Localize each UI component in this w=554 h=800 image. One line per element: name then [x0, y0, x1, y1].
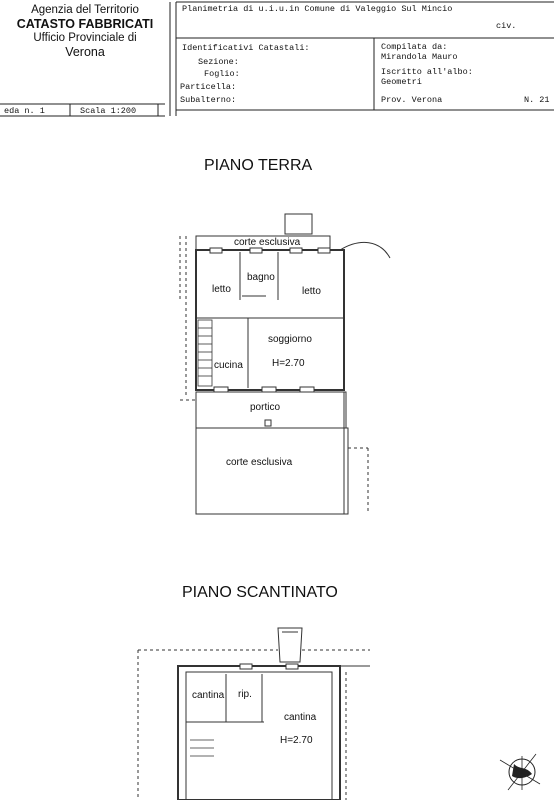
room-letto-left: letto: [212, 284, 231, 295]
basement-plan: [138, 628, 370, 800]
room-cantina-right: cantina: [284, 712, 317, 723]
room-cucina: cucina: [214, 360, 243, 371]
agency-city: Verona: [65, 45, 105, 59]
room-corte-esclusiva-bottom: corte esclusiva: [226, 457, 293, 468]
ground-floor-title: PIANO TERRA: [204, 157, 313, 174]
room-bagno: bagno: [247, 272, 275, 283]
room-letto-right: letto: [302, 286, 321, 297]
identificativi-label: Identificativi Catastali:: [182, 43, 310, 53]
room-height-ground: H=2.70: [272, 358, 305, 369]
scale: Scala 1:200: [80, 106, 137, 116]
room-ripostiglio: rip.: [238, 689, 252, 700]
agency-catasto: CATASTO FABBRICATI: [16, 17, 154, 31]
province: Prov. Verona: [381, 95, 443, 105]
basement-title: PIANO SCANTINATO: [182, 584, 338, 601]
room-height-basement: H=2.70: [280, 735, 313, 746]
agency-office: Ufficio Provinciale di: [33, 32, 137, 44]
room-cantina-left: cantina: [192, 690, 225, 701]
room-corte-esclusiva-top: corte esclusiva: [234, 237, 301, 248]
iscritto-label: Iscritto all'albo:: [381, 67, 473, 77]
agency-name: Agenzia del Territorio: [31, 4, 139, 16]
north-arrow-icon: [500, 754, 540, 790]
sheet-number: N. 21: [524, 95, 550, 105]
compilata-name: Mirandola Mauro: [381, 52, 458, 62]
planimetria-title: Planimetria di u.i.u.in Comune di Valeggio Sul Mincio: [182, 4, 453, 14]
subalterno-label: Subalterno:: [180, 95, 237, 105]
compilata-label: Compilata da:: [381, 42, 448, 52]
sezione-label: Sezione:: [198, 57, 239, 67]
particella-label: Particella:: [180, 82, 237, 92]
civ-label: civ.: [496, 21, 517, 31]
scheda-number: eda n. 1: [4, 106, 45, 116]
iscritto-value: Geometri: [381, 77, 422, 87]
room-soggiorno: soggiorno: [268, 334, 312, 345]
room-portico: portico: [250, 402, 281, 413]
foglio-label: Foglio:: [204, 69, 240, 79]
header-frame: [0, 2, 554, 116]
